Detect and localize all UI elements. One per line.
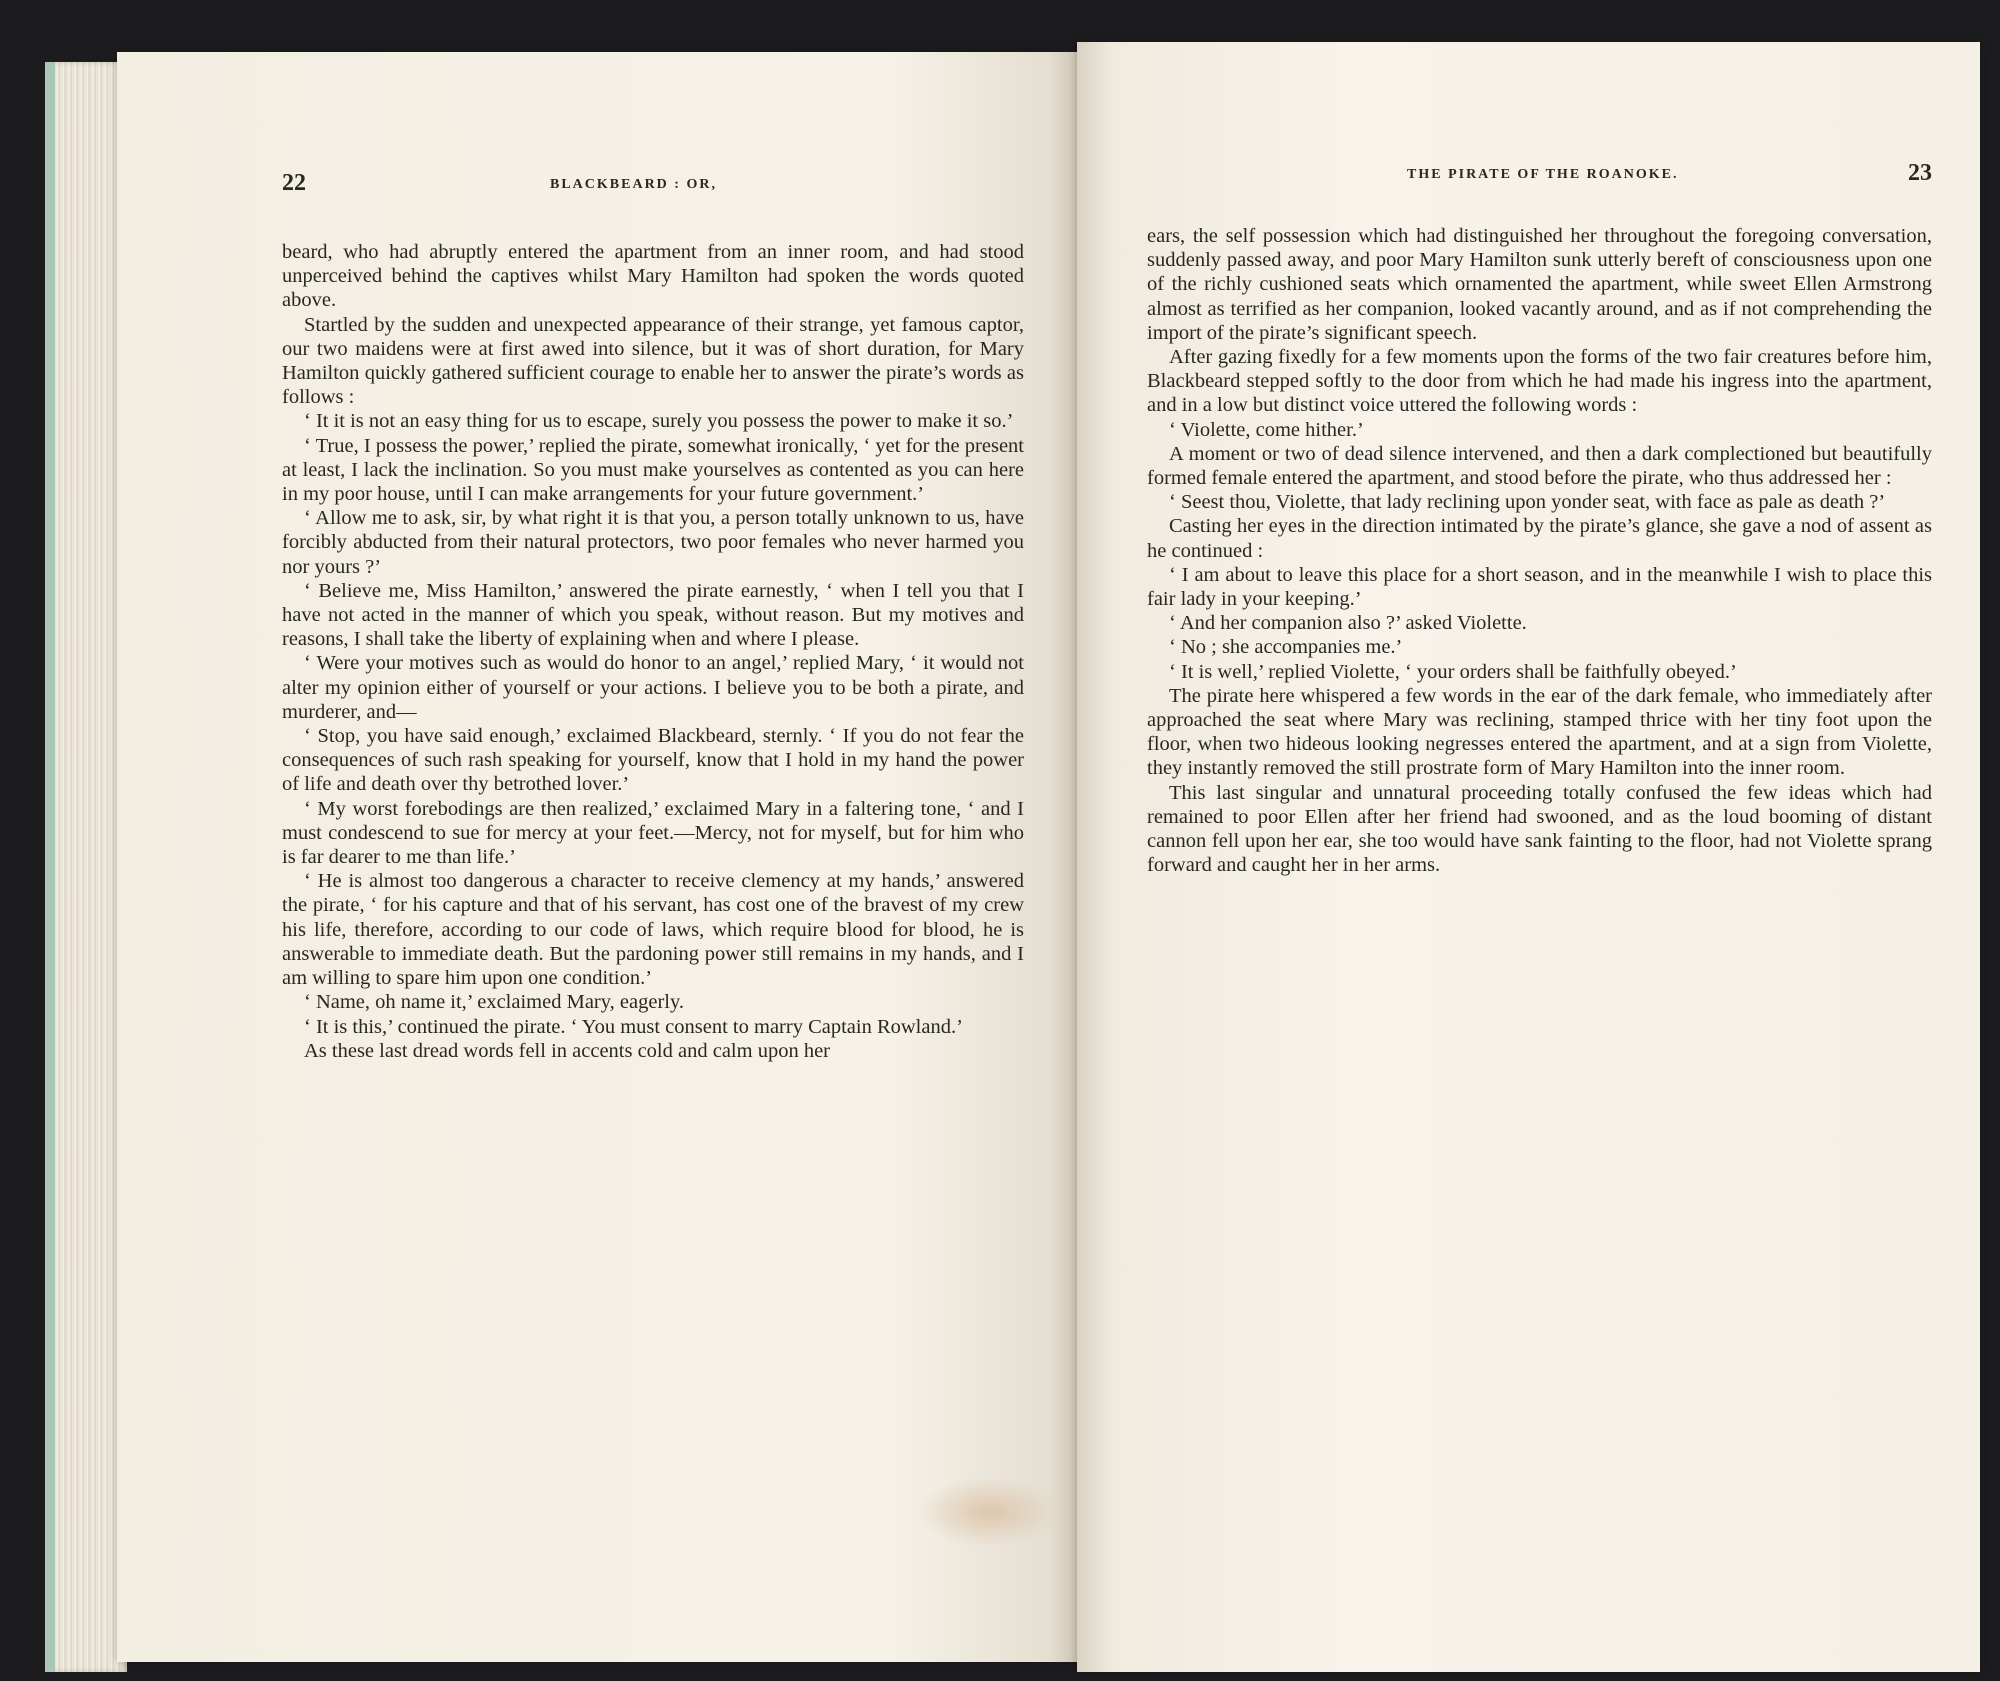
- open-book: [45, 22, 1980, 1662]
- paragraph: ‘ Stop, you have said enough,’ exclaimed Blackbeard, sternly. ‘ If you do not fear the consequences of such rash speaking for yourself, know that I hold in my hand the power of life and death over thy betrothed lover.’: [282, 725, 1024, 796]
- right-page-header: [1147, 160, 1932, 200]
- paragraph: ‘ It is this,’ continued the pirate. ‘ You must consent to marry Captain Rowland.’: [304, 1015, 963, 1038]
- foxing-stain: [917, 1477, 1057, 1547]
- paragraph: A moment or two of dead silence intervened, and then a dark complectioned but beautifully formed female entered the apartment, and stood before the pirate, who thus addressed her :: [1147, 442, 1932, 490]
- paragraph: beard, who had abruptly entered the apartment from an inner room, and had stood unperceived behind the captives whilst Mary Hamilton had spoken the words quoted above.: [282, 241, 1024, 312]
- paragraph: Startled by the sudden and unexpected appearance of their strange, yet famous captor, our two maidens were at first awed into silence, but it was of short duration, for Mary Hamilton quickly gathered sufficient courage to enable her to answer the pirate’s words as follows :: [282, 313, 1024, 409]
- left-page-number: 22: [282, 170, 306, 196]
- paragraph: ‘ Were your motives such as would do honor to an angel,’ replied Mary, ‘ it would not alter my opinion either of yourself or your actions. I believe you to be both a pirate, and murderer, and—: [282, 652, 1024, 723]
- paragraph: ‘ No ; she accompanies me.’: [1169, 636, 1403, 659]
- paragraph: Casting her eyes in the direction intimated by the pirate’s glance, she gave a nod of assent as he continued :: [1147, 515, 1932, 562]
- right-running-head: THE PIRATE OF THE ROANOKE.: [1407, 167, 1679, 182]
- paragraph: ‘ Seest thou, Violette, that lady reclining upon yonder seat, with face as pale as death ?’: [1169, 491, 1886, 514]
- paragraph: ‘ It it is not an easy thing for us to escape, surely you possess the power to make it so.’: [304, 410, 1014, 433]
- paragraph: As these last dread words fell in accents cold and calm upon her: [304, 1039, 830, 1062]
- paragraph: ‘ Name, oh name it,’ exclaimed Mary, eagerly.: [304, 991, 685, 1014]
- paragraph: The pirate here whispered a few words in the ear of the dark female, who immediately after approached the seat where Mary was reclining, stamped thrice with her tiny foot upon the floor, when two hideous looking negresses entered the apartment, and at a sign from Violette, they instantly removed the still prostrate form of Mary Hamilton into the inner room.: [1147, 684, 1932, 780]
- paragraph: ‘ My worst forebodings are then realized,’ exclaimed Mary in a faltering tone, ‘ and I must condescend to sue for mercy at your feet.—Mercy, not for myself, but for him who is far dearer to me than life.’: [282, 797, 1024, 869]
- page-edges: [45, 62, 127, 1672]
- left-page: [117, 52, 1077, 1662]
- left-page-header: [282, 170, 1042, 210]
- left-page-text: [282, 240, 1024, 1063]
- right-page: [1077, 42, 1980, 1672]
- paragraph: ‘ It is well,’ replied Violette, ‘ your orders shall be faithfully obeyed.’: [1169, 660, 1737, 683]
- paragraph: After gazing fixedly for a few moments upon the forms of the two fair creatures before him, Blackbeard stepped softly to the door from which he had made his ingress into the apartment, and in a low but distinct voice uttered the following words :: [1147, 346, 1932, 417]
- paragraph: This last singular and unnatural proceeding totally confused the few ideas which had remained to poor Ellen after her friend had swooned, and as the loud booming of distant cannon fell upon her ear, she too would have sank fainting to the floor, had not Violette sprang forward and caught her in her arms.: [1147, 781, 1932, 877]
- right-page-number: 23: [1908, 160, 1932, 186]
- paragraph: ‘ He is almost too dangerous a character to receive clemency at my hands,’ answered the pirate, ‘ for his capture and that of his servant, has cost one of the bravest of my crew his life, therefore, according to our code of laws, which require blood for blood, he is answerable to immediate death. But the pardoning power still remains in my hands, and I am willing to spare him upon one condition.’: [282, 870, 1024, 990]
- paragraph: ‘ Violette, come hither.’: [1169, 418, 1364, 441]
- paragraph: ears, the self possession which had distinguished her throughout the foregoing conversation, suddenly passed away, and poor Mary Hamilton sunk utterly bereft of consciousness upon one of the richly cushioned seats which ornamented the apartment, while sweet Ellen Armstrong almost as terrified as her companion, looked vacantly around, and as if not comprehending the import of the pirate’s significant speech.: [1147, 225, 1932, 344]
- left-running-head: BLACKBEARD : OR,: [550, 177, 717, 192]
- paragraph: ‘ And her companion also ?’ asked Violette.: [1169, 612, 1527, 635]
- paragraph: ‘ Believe me, Miss Hamilton,’ answered the pirate earnestly, ‘ when I tell you that I have not acted in the manner of which you speak, without reason. But my motives and reasons, I shall take the liberty of explaining when and where I please.: [282, 579, 1024, 651]
- paragraph: ‘ True, I possess the power,’ replied the pirate, somewhat ironically, ‘ yet for the present at least, I lack the inclination. So you must make yourselves as contented as you can here in my poor house, until I can make arrangements for your future government.’: [282, 434, 1024, 506]
- right-page-text: [1147, 224, 1932, 877]
- paragraph: ‘ I am about to leave this place for a short season, and in the meanwhile I wish to place this fair lady in your keeping.’: [1147, 563, 1932, 611]
- paragraph: ‘ Allow me to ask, sir, by what right it is that you, a person totally unknown to us, have forcibly abducted from their natural protectors, two poor females who never harmed you nor yours ?’: [282, 507, 1024, 578]
